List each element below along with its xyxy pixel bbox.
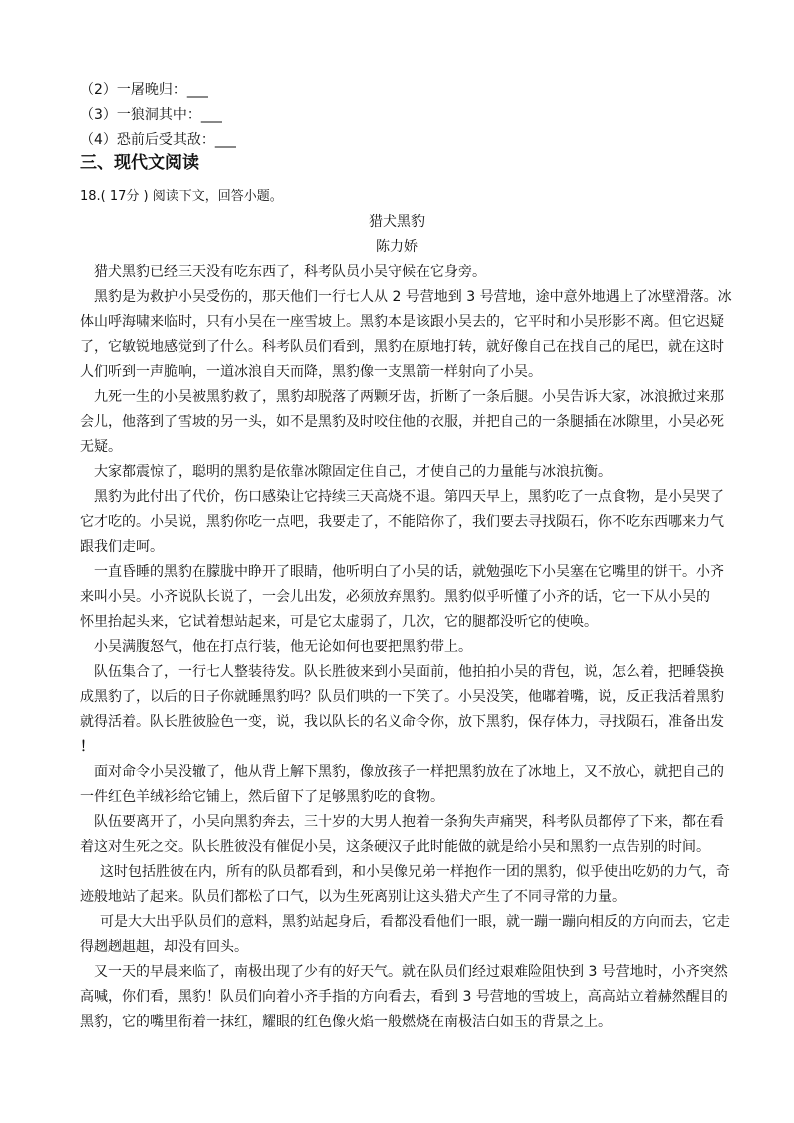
paragraph-line: 着这对生死之交。队长胜彼没有催促小吴，这条硬汉子此时能做的就是给小吴和黑豹一点告别的时间。 xyxy=(80,839,710,855)
article-author: 陈力娇 xyxy=(376,239,418,255)
paragraph-line: 会儿，他落到了雪坡的另一头，如不是黑豹及时咬住他的衣服，并把自己的一条腿插在冰隙里，小吴必死 xyxy=(80,414,724,430)
paragraph-line: 它才吃的。小吴说，黑豹你吃一点吧，我要走了，不能陪你了，我们要去寻找陨石，你不吃东西哪来力气 xyxy=(80,514,724,530)
paragraph-line: 队伍集合了，一行七人整装待发。队长胜彼来到小吴面前，他拍拍小吴的背包，说，怎么着，把睡袋换 xyxy=(94,664,724,680)
paragraph-line: ！ xyxy=(80,739,94,755)
paragraph-line: 队伍要离开了，小吴向黑豹奔去，三十岁的大男人抱着一条狗失声痛哭，科考队员都停了下来，都在看 xyxy=(94,814,724,830)
paragraph-line: 体山呼海啸来临时，只有小吴在一座雪坡上。黑豹本是该跟小吴去的，它平时和小吴形影不离。但它迟疑 xyxy=(80,314,724,330)
question-line: （2）一屠晚归：___ xyxy=(80,82,208,98)
paragraph-line: 九死一生的小吴被黑豹救了，黑豹却脱落了两颗牙齿，折断了一条后腿。小吴告诉大家，冰浪掀过来那 xyxy=(94,389,724,405)
paragraph-line: 大家都震惊了，聪明的黑豹是依靠冰隙固定住自己，才使自己的力量能与冰浪抗衡。 xyxy=(94,464,612,480)
paragraph-line: 来叫小吴。小齐说队长说了，一会儿出发，必须放弃黑豹。黑豹似乎听懂了小齐的话，它一下从小吴的 xyxy=(80,589,710,605)
paragraph-line: 小吴满腹怒气，他在打点行装，他无论如何也要把黑豹带上。 xyxy=(94,639,472,655)
paragraph-line: 猎犬黑豹已经三天没有吃东西了，科考队员小吴守候在它身旁。 xyxy=(94,264,486,280)
paragraph-line: 一件红色羊绒衫给它铺上，然后留下了足够黑豹吃的食物。 xyxy=(80,789,444,805)
paragraph-line: 又一天的早晨来临了，南极出现了少有的好天气。就在队员们经过艰难险阻快到 3 号营地时，小齐突然 xyxy=(94,964,728,980)
paragraph-line: 面对命令小吴没辙了，他从背上解下黑豹，像放孩子一样把黑豹放在了冰地上，又不放心，就把自己的 xyxy=(94,764,724,780)
paragraph-line: 了，它敏锐地感觉到了什么。科考队员们看到，黑豹在原地打转，就好像自己在找自己的尾巴，就在这时 xyxy=(80,339,724,355)
question-line: （4）恐前后受其敌：___ xyxy=(80,132,236,148)
paragraph-line: 黑豹是为救护小吴受伤的，那天他们一行七人从 2 号营地到 3 号营地，途中意外地遇上了冰壁滑落。冰 xyxy=(94,289,732,305)
paragraph-line: 无疑。 xyxy=(80,439,122,455)
article-title: 猎犬黑豹 xyxy=(369,214,425,230)
paragraph-line: 得趔趔趄趄，却没有回头。 xyxy=(80,939,248,955)
section-title: 三、现代文阅读 xyxy=(80,153,199,173)
paragraph-line: 成黑豹了，以后的日子你就睡黑豹吗？队员们哄的一下笑了。小吴没笑，他嘟着嘴，说，反正我活着黑豹 xyxy=(80,689,724,705)
paragraph-line: 这时包括胜彼在内，所有的队员都看到，和小吴像兄弟一样抱作一团的黑豹，似乎使出吃奶的力气，奇 xyxy=(100,864,730,880)
paragraph-line: 就得活着。队长胜彼脸色一变，说，我以队长的名义命令你，放下黑豹，保存体力，寻找陨石，准备出发 xyxy=(80,714,724,730)
paragraph-line: 黑豹为此付出了代价，伤口感染让它持续三天高烧不退。第四天早上，黑豹吃了一点食物，是小吴哭了 xyxy=(94,489,724,505)
paragraph-line: 怀里抬起头来，它试着想站起来，可是它太虚弱了，几次，它的腿都没听它的使唤。 xyxy=(80,614,598,630)
paragraph-line: 人们听到一声脆响，一道冰浪自天而降，黑豹像一支黑箭一样射向了小吴。 xyxy=(80,364,542,380)
paragraph-line: 跟我们走呵。 xyxy=(80,539,164,555)
paragraph-line: 高喊，你们看，黑豹！队员们向着小齐手指的方向看去，看到 3 号营地的雪坡上，高高站立着赫然醒目的 xyxy=(80,989,728,1005)
question-line: （3）一狼洞其中：___ xyxy=(80,107,222,123)
paragraph-line: 一直昏睡的黑豹在朦胧中睁开了眼睛，他听明白了小吴的话，就勉强吃下小吴塞在它嘴里的饼干。小齐 xyxy=(94,564,724,580)
paragraph-line: 黑豹，它的嘴里衔着一抹红，耀眼的红色像火焰一般燃烧在南极洁白如玉的背景之上。 xyxy=(80,1014,612,1030)
paragraph-line: 迹般地站了起来。队员们都松了口气，以为生死离别让这头猎犬产生了不同寻常的力量。 xyxy=(80,889,626,905)
article-body xyxy=(80,260,732,1035)
question-header: 18.( 17分 ) 阅读下文，回答小题。 xyxy=(80,189,283,204)
paragraph-line: 可是大大出乎队员们的意料，黑豹站起身后，看都没看他们一眼，就一蹦一蹦向相反的方向而去，它走 xyxy=(100,914,730,930)
